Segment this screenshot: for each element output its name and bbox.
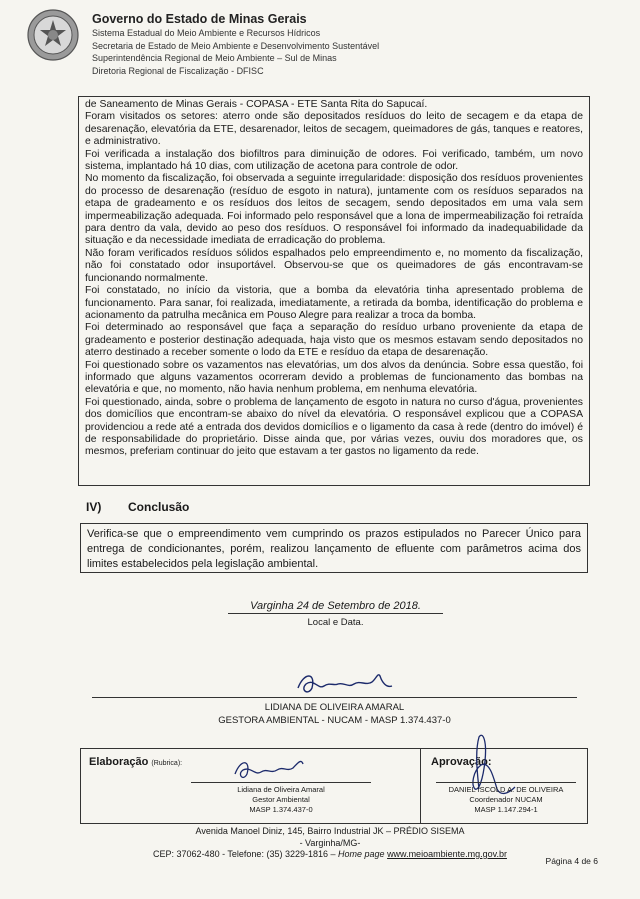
signatory-role: GESTORA AMBIENTAL - NUCAM - MASP 1.374.437-0 xyxy=(218,715,451,726)
body-paragraph: No momento da fiscalização, foi observada a seguinte irregularidade: disposição dos resíduos provenientes do processo de desarenação (resíduo de esgoto in natura), juntamente com os resíduos separados na etapa de gradeamento e os resíduos dos leitos de secagem, sendo depositados em uma vala sem impermeabilização adequada. Foi informado pelo responsável que a lona de impermeabilização foi retraída para dentro da vala, devido ao peso dos resíduos. O responsável foi informado da inadequabilidade da situação e da necessidade imediata de erradicação do problema. xyxy=(85,173,583,247)
footer-website-link[interactable]: www.meioambiente.mg.gov.br xyxy=(387,849,507,859)
elaboration-label: Elaboração (Rubrica): xyxy=(89,756,183,768)
page-footer xyxy=(100,826,560,861)
body-paragraph: Foi verificada a instalação dos biofiltros para diminuição de odores. Foi verificado, também, um novo sistema, implantado há 10 dias, com utilização de acetona para controle de odor. xyxy=(85,148,583,173)
footer-address: Avenida Manoel Diniz, 145, Bairro Industrial JK – PRÉDIO SISEMA xyxy=(195,826,465,836)
approval-signature-line xyxy=(436,782,576,783)
letterhead-superintendence: Superintendência Regional de Meio Ambiente – Sul de Minas xyxy=(92,53,337,63)
conclusion-box: Verifica-se que o empreendimento vem cumprindo os prazos estipulados no Parecer Único para entrega de condicionantes, porém, realizou lançamento de efluente com parâmetros acima dos limites estabelecidos pela legislação ambiental. xyxy=(80,523,588,573)
state-coat-of-arms-seal xyxy=(26,8,80,62)
footer-contact: CEP: 37062-480 - Telefone: (35) 3229-1816 – Home page www.meioambiente.mg.gov.br xyxy=(153,849,507,859)
page-number: Página 4 de 6 xyxy=(545,856,598,866)
letterhead xyxy=(92,12,379,77)
signature-line xyxy=(92,697,577,698)
footer-homepage-label: Home page xyxy=(338,849,385,859)
body-paragraph: Não foram verificados resíduos sólidos espalhados pelo empreendimento e, no momento da fiscalização, não foi constatado odor insuportável. Observou-se que os queimadores de gás encontravam-se funcionando normalmente. xyxy=(85,247,583,284)
table-divider xyxy=(420,749,421,823)
body-paragraph: Foi questionado sobre os vazamentos nas elevatórias, um dos alvos da denúncia. Sobre essa questão, foi informado que alguns vazamentos ocorreram devido a problemas de funcionamento das bombas na elevatória e que, no momento, não havia nenhum problema, em nenhuma elevatória. xyxy=(85,359,583,396)
elaboration-masp: MASP 1.374.437-0 xyxy=(249,805,313,814)
inspection-report-body xyxy=(78,96,590,486)
approval-role: Coordenador NUCAM xyxy=(469,795,543,804)
approval-name: DANIEL ISCOLD A. DE OLIVEIRA xyxy=(448,785,564,794)
elaboration-signer xyxy=(171,785,391,815)
approval-label: Aprovação: xyxy=(431,756,492,768)
signatory-name: LIDIANA DE OLIVEIRA AMARAL xyxy=(264,702,405,713)
place-date-caption: Local e Data. xyxy=(307,617,364,628)
approval-masp: MASP 1.147.294-1 xyxy=(474,805,538,814)
signatory-block xyxy=(92,701,577,727)
elaboration-signature-line xyxy=(191,782,371,783)
letterhead-government: Governo do Estado de Minas Gerais xyxy=(92,12,307,26)
letterhead-directorate: Diretoria Regional de Fiscalização - DFISC xyxy=(92,65,264,76)
body-paragraph: Foi constatado, no início da vistoria, que a bomba da elevatória tinha apresentado problema de funcionamento. Para sanar, foi realizada, imediatamente, a retirada da bomba, identificação do problema e acionamento da patrulha mecânica em Pouso Alegre para realizar a troca da bomba. xyxy=(85,285,583,321)
elaboration-rubric-signature xyxy=(231,754,311,784)
body-paragraph: Foram visitados os setores: aterro onde são depositados resíduos do leito de secagem e da etapa de desarenação, elevatória da ETE, desarenador, leitos de secagem, queimadores de gás, tanques e reatores, e administrativo. xyxy=(85,111,583,148)
letterhead-secretariat: Secretaria de Estado de Meio Ambiente e Desenvolvimento Sustentável xyxy=(92,40,380,51)
handwritten-signature xyxy=(290,668,400,698)
elaboration-name: Lidiana de Oliveira Amaral xyxy=(237,785,325,794)
section-heading xyxy=(86,500,189,514)
approval-table xyxy=(80,748,588,824)
footer-city: - Varginha/MG- xyxy=(299,837,361,848)
body-paragraph: de Saneamento de Minas Gerais - COPASA - ETE Santa Rita do Sapucaí. xyxy=(85,99,428,110)
body-paragraph: Foi determinado ao responsável que faça a separação do resíduo urbano proveniente da etapa de gradeamento e posterior destinação adequada, haja visto que os mesmos estavam sendo depositados no aterro destinado a receber somente o lodo da ETE e resíduo da etapa de desarenação. xyxy=(85,322,583,359)
letterhead-system: Sistema Estadual do Meio Ambiente e Recursos Hídricos xyxy=(92,28,321,38)
place-date: Varginha 24 de Setembro de 2018. xyxy=(228,600,443,614)
section-number: IV) xyxy=(86,500,102,514)
elaboration-role: Gestor Ambiental xyxy=(252,795,310,804)
approval-signer xyxy=(426,785,586,815)
body-paragraph: Foi questionado, ainda, sobre o problema de lançamento de esgoto in natura no curso d'água, provenientes dos domicílios que encontram-se abaixo do nível da elevatória. O responsável explicou que a COPASA providenciou a rede até a entrada dos devidos domicílios e o ligamento da casa à rede (dentro do imóvel) é de responsabilidade do proprietário. Disse ainda que, por várias vezes, ouviu dos moradores que, os mesmos, preferiam continuar do jeito que estavam a ter gastos no ligamento da rede. xyxy=(85,396,583,458)
section-title: Conclusão xyxy=(128,500,190,514)
